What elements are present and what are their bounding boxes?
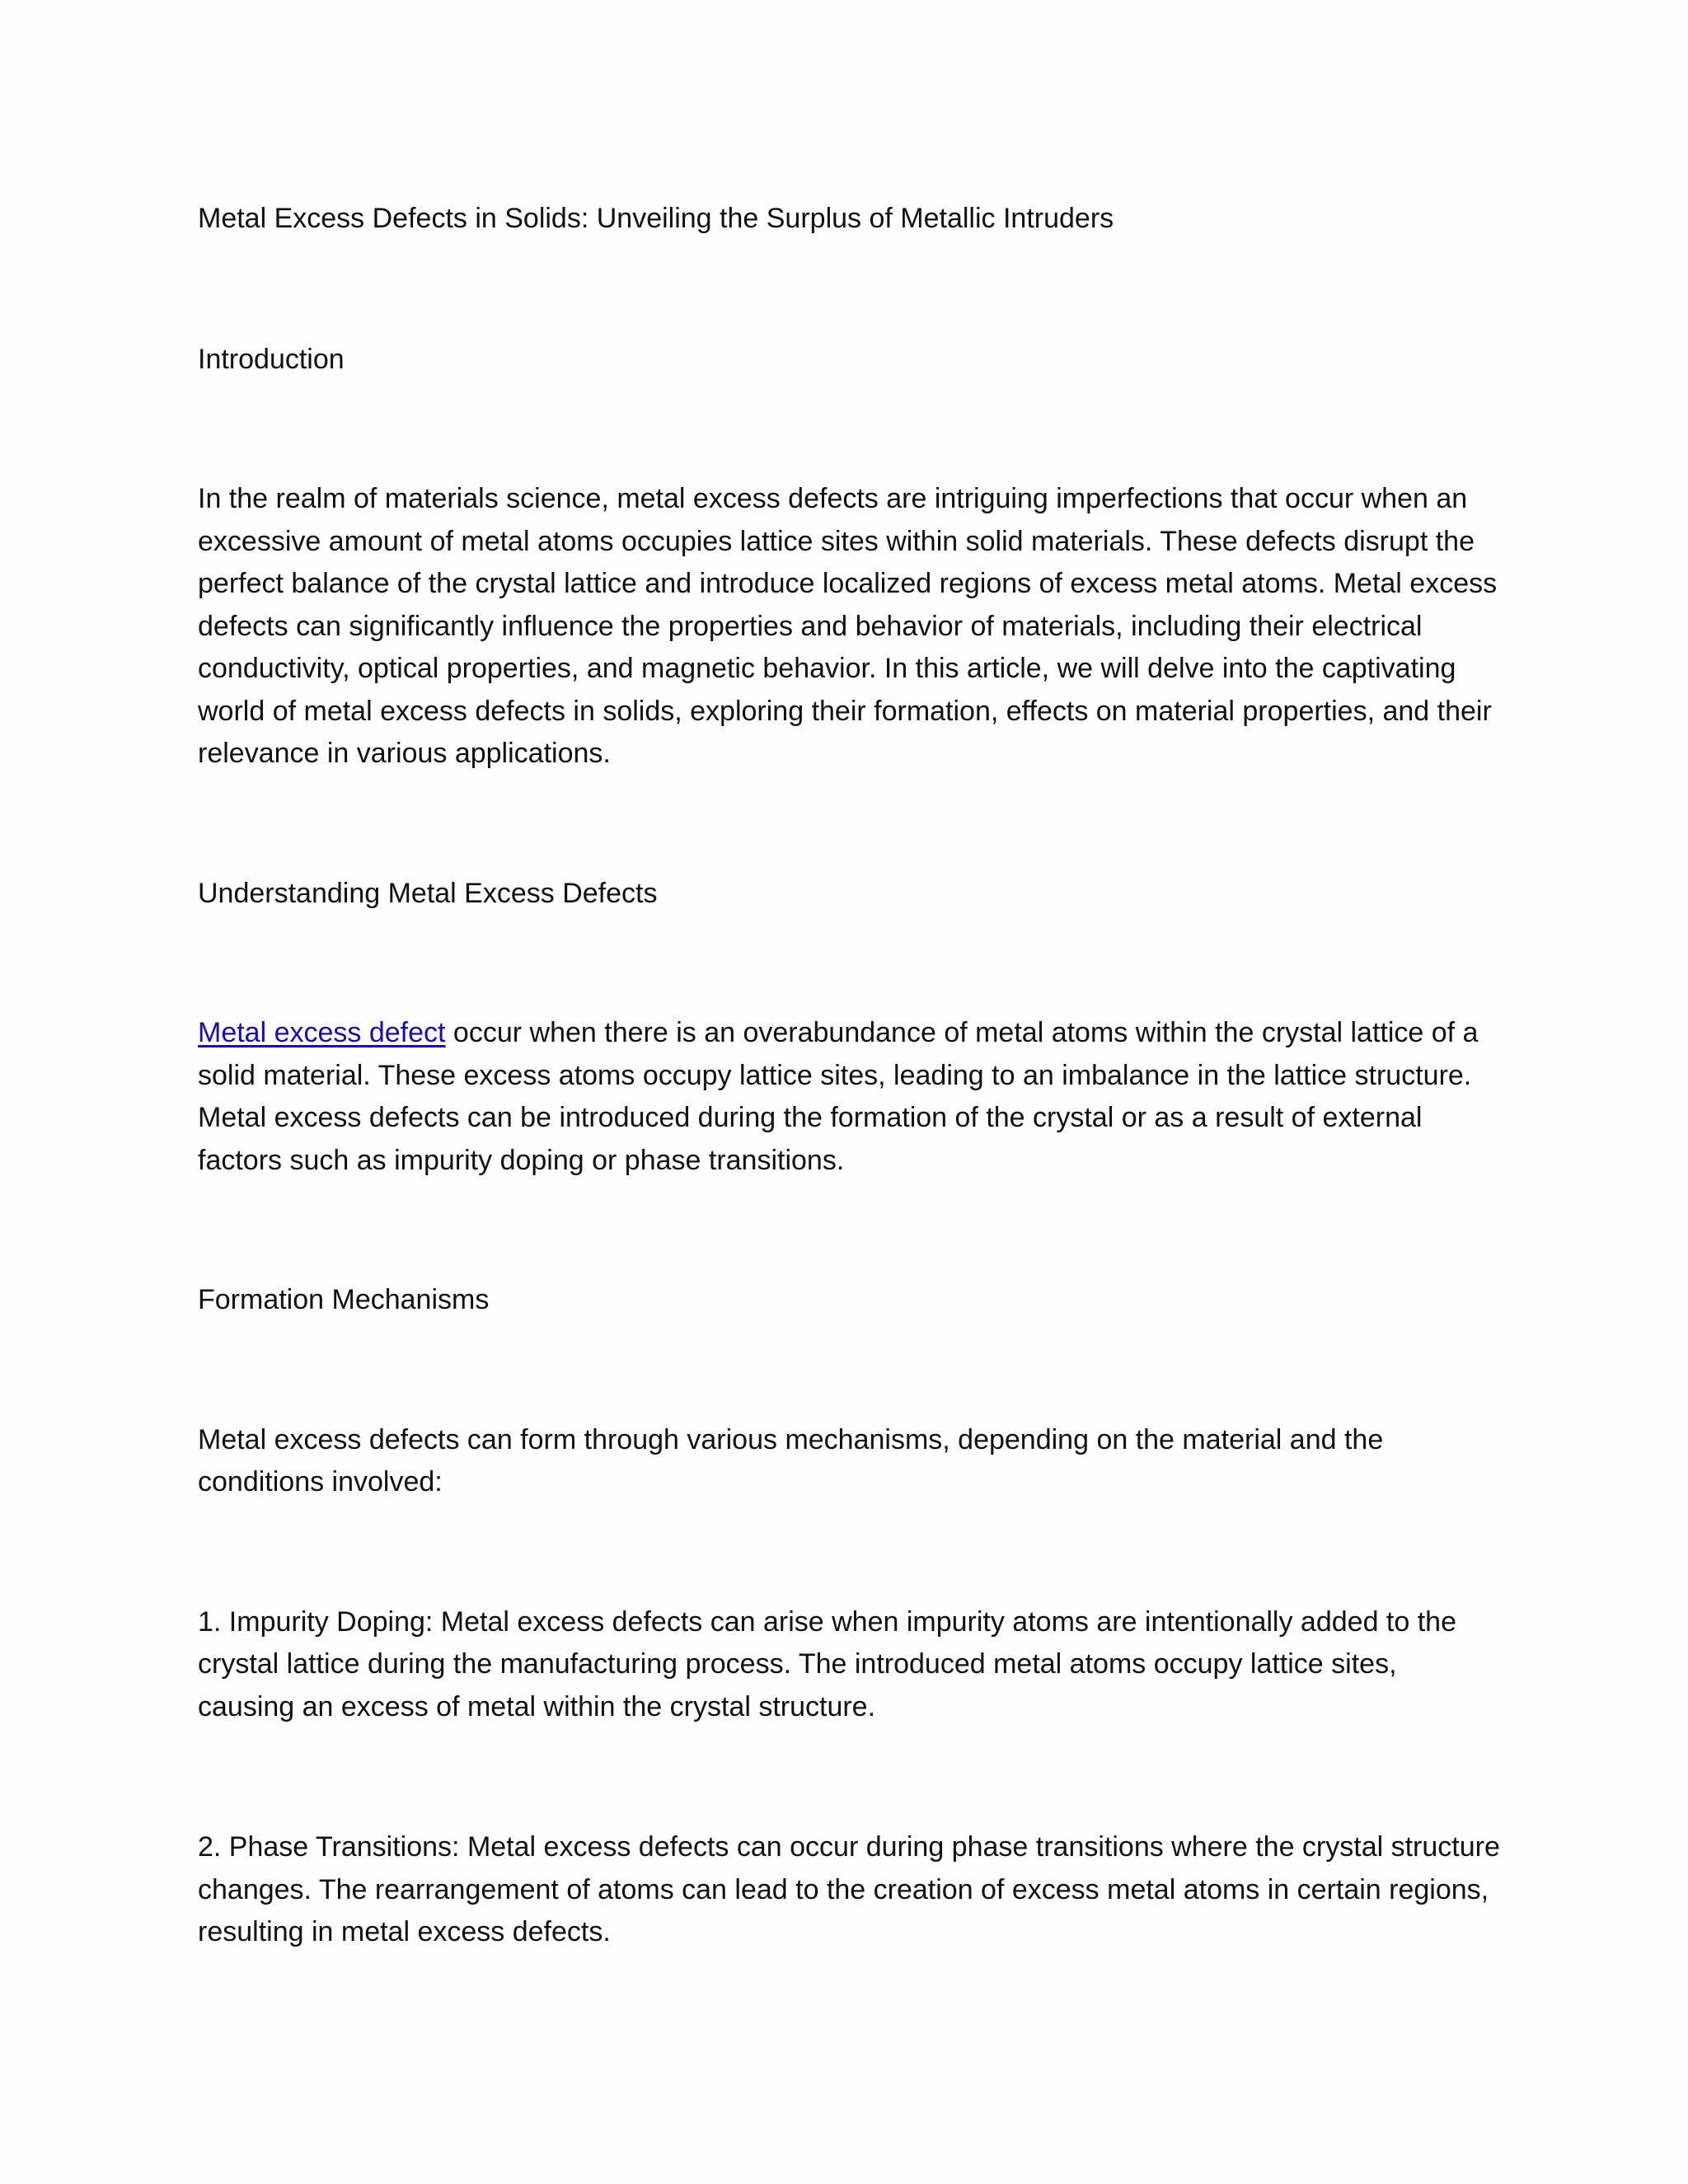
understanding-paragraph-text: occur when there is an overabundance of metal atoms within the crystal lattice of a solid material. These excess atoms occupy lattice sites, leading to an imbalance in the lattice structure. Metal excess defects can be introduced during the formation of the crystal or as a result of external factors such as impurity doping or phase transitions.: [198, 1017, 1479, 1176]
metal-excess-defect-link[interactable]: Metal excess defect: [198, 1017, 446, 1048]
introduction-paragraph: In the realm of materials science, metal excess defects are intriguing imperfections that occur when an excessive amount of metal atoms occupies lattice sites within solid materials. These defects disrupt the perfect balance of the crystal lattice and introduce localized regions of excess metal atoms. Metal excess defects can significantly influence the properties and behavior of materials, including their electrical conductivity, optical properties, and magnetic behavior. In this article, we will delve into the captivating world of metal excess defects in solids, exploring their formation, effects on material properties, and their relevance in various applications.: [198, 483, 1498, 769]
understanding-heading: Understanding Metal Excess Defects: [198, 877, 658, 909]
formation-heading: Formation Mechanisms: [198, 1284, 490, 1315]
introduction-heading: Introduction: [198, 343, 345, 375]
formation-paragraph: Metal excess defects can form through various mechanisms, depending on the material and the conditions involved:: [198, 1423, 1384, 1497]
understanding-paragraph: [198, 1012, 1500, 1182]
formation-item-impurity-doping: 1. Impurity Doping: Metal excess defects can arise when impurity atoms are intentionally added to the crystal lattice during the manufacturing process. The introduced metal atoms occupy lattice sites, causing an excess of metal within the crystal structure.: [198, 1605, 1456, 1722]
document-body: [198, 198, 1500, 1954]
document-title: Metal Excess Defects in Solids: Unveiling the Surplus of Metallic Intruders: [198, 203, 1114, 234]
formation-item-phase-transitions: 2. Phase Transitions: Metal excess defects can occur during phase transitions where the crystal structure changes. The rearrangement of atoms can lead to the creation of excess metal atoms in certain regions, resulting in metal excess defects.: [198, 1831, 1500, 1947]
